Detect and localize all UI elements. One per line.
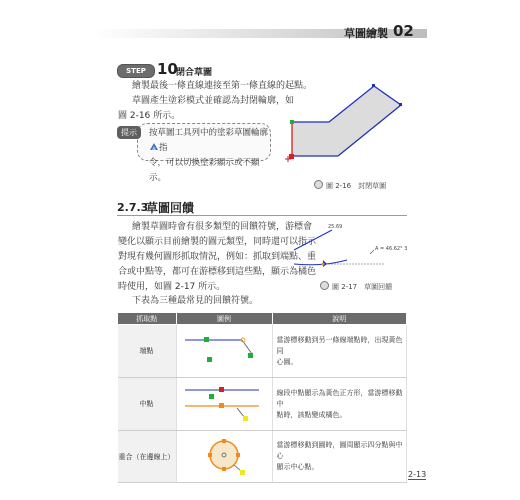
closed-sketch-figure [282, 82, 407, 172]
table-header-legend: 圖例 [176, 313, 272, 325]
step-line-1: 繪製最後一條直線連接至第一條直線的起點。 [132, 81, 313, 91]
section-line-5: 時使用，如圖 2-17 所示。 [118, 282, 226, 292]
figure-icon [314, 180, 323, 189]
row-endpoint-desc: 當游標移動到另一條線端點時，出現黃色同 心圓。 [272, 325, 407, 378]
row-coincident-name: 重合（在邊線上） [118, 431, 177, 483]
row-midpoint-name: 中點 [118, 378, 177, 431]
table-header-desc: 說明 [272, 313, 407, 325]
dimension-label-a: 25.69 [328, 224, 343, 230]
midpoint-legend-icon [177, 380, 272, 426]
tip-text [149, 126, 269, 186]
section-line-1: 繪製草圖時會有很多類型的回饋符號，游標會 [132, 222, 313, 232]
step-line-3: 圖 2-16 所示。 [118, 111, 181, 121]
section-line-3: 對現有幾何圖形抓取情況，例如：抓取到端點、重 [118, 252, 317, 262]
row-coincident-legend [176, 431, 272, 483]
step-number: 10 [157, 60, 178, 78]
row-endpoint-name: 端點 [118, 325, 177, 378]
table-row [118, 431, 407, 483]
chapter-title: 草圖繪製 [344, 27, 388, 40]
chapter-number: 02 [393, 22, 414, 40]
tip-line-1-suffix: 指 [159, 143, 168, 153]
step-tag: STEP [117, 64, 155, 78]
dimension-label-b: A = 46.62° 3 [375, 246, 408, 252]
row-midpoint-legend [176, 378, 272, 431]
tip-line-2: 令，可以切換塗彩顯示或不顯示。 [149, 158, 260, 183]
table-row [118, 325, 407, 378]
coincident-legend-icon [177, 433, 272, 479]
feedback-symbol-table [117, 312, 407, 483]
step-title: 閉合草圖 [176, 68, 213, 78]
section-line-4: 合或中點等，都可在游標移到這些點，顯示為橘色 [118, 267, 317, 277]
page-number: 2-13 [408, 470, 427, 479]
section-line-2: 變化以顯示目前繪製的圖元類型，同時還可以指示 [118, 237, 317, 247]
row-endpoint-legend [176, 325, 272, 378]
figure-2-17-caption: 圖 2-17 草圖回饋 [320, 281, 392, 292]
table-header-snap: 抓取點 [118, 313, 177, 325]
row-coincident-desc: 當游標移動到圓時，圓周顯示四分點與中心 顯示中心點。 [272, 431, 407, 483]
shaded-sketch-icon [149, 143, 159, 153]
tip-line-1: 按草圖工具列中的塗彩草圖輪廓 [149, 128, 269, 138]
figure-icon [320, 281, 329, 290]
table-intro: 下表為三種最常見的回饋符號。 [132, 296, 259, 306]
endpoint-legend-icon [177, 330, 272, 370]
section-divider [117, 215, 407, 216]
row-midpoint-desc: 線段中點顯示為黃色正方形，當游標移動中 點時，該點變成橘色。 [272, 378, 407, 431]
table-row [118, 378, 407, 431]
section-title: 草圖回饋 [146, 201, 195, 215]
figure-2-16-caption: 圖 2-16 封閉草圖 [314, 180, 386, 191]
step-line-2: 草圖產生塗彩模式並確認為封閉輪廓，如 [132, 96, 295, 106]
section-number: 2.7.3 [117, 201, 149, 214]
table-header-row [118, 313, 407, 325]
tip-label: 提示 [117, 126, 141, 139]
